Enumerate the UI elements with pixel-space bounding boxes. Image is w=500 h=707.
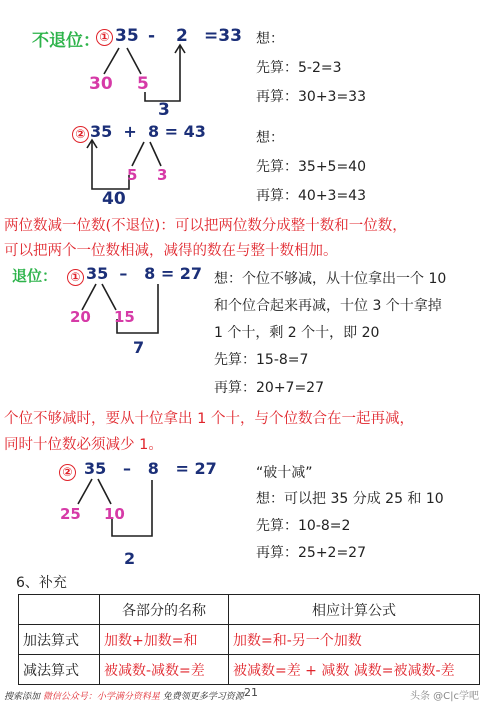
watermark: 头条 @C|c学吧 xyxy=(410,691,480,702)
footer-text-b: 微信公众号：小学满分资料星 xyxy=(42,692,160,702)
ex3-think-4: 再算：20+7=27 xyxy=(214,380,324,396)
supplement-table xyxy=(18,594,480,685)
ex1-tag: 不退位： xyxy=(32,31,100,51)
ex3-sum: 7 xyxy=(133,338,145,357)
ex4-think-2: 先算：10-8=2 xyxy=(256,518,351,534)
table-cell: 加法算式 xyxy=(19,625,100,655)
ex3-split-15: 15 xyxy=(114,308,135,326)
table-header-cell xyxy=(19,595,100,625)
rule2-line-0: 个位不够减时，要从十位拿出 1 个十，与个位数合在一起再减， xyxy=(4,411,414,427)
ex2-split-3: 3 xyxy=(157,166,168,184)
ex4-split-left xyxy=(78,479,92,504)
ex2-split-left xyxy=(132,142,144,166)
ex3-think-3: 先算：15-8=7 xyxy=(214,352,309,368)
ex2-think-1: 先算：35+5=40 xyxy=(256,159,366,175)
table-cell: 被减数-减数=差 xyxy=(100,655,229,685)
ex3-split-right xyxy=(102,284,116,310)
supplement-heading: 6、补充 xyxy=(16,575,67,591)
ex2-equation: 35 + 8 = 43 xyxy=(90,122,206,141)
table-header-cell: 各部分的名称 xyxy=(100,595,229,625)
footer-text-a: 搜索添加 xyxy=(4,692,41,702)
ex3-think-1: 和个位合起来再减，十位 3 个十拿掉 xyxy=(214,298,442,314)
ex2-bracket xyxy=(92,140,129,189)
page-number: 21 xyxy=(244,686,258,699)
ex3-equation: 35 – 8 = 27 xyxy=(86,264,203,283)
ex1-split-right xyxy=(127,48,141,74)
table-header-row xyxy=(19,595,480,625)
table-cell: 减法算式 xyxy=(19,655,100,685)
ex1-think-0: 想： xyxy=(256,31,284,47)
ex1-sum: 3 xyxy=(158,100,170,120)
ex4-number: ② xyxy=(59,461,76,481)
table-cell: 加数+加数=和 xyxy=(100,625,229,655)
ex2-number: ② xyxy=(72,123,89,143)
rule1-line-1: 可以把两个一位数相减，减得的数在与整十数相加。 xyxy=(4,243,338,259)
ex1-split-5: 5 xyxy=(137,74,149,94)
ex1-term-35: 35 xyxy=(115,26,139,46)
ex4-think-1: 想：可以把 35 分成 25 和 10 xyxy=(256,491,444,507)
ex4-sum: 2 xyxy=(124,549,136,568)
footer-text-c: 免费领更多学习资源 xyxy=(162,692,244,702)
footer-promo xyxy=(4,689,244,702)
ex3-split-left xyxy=(82,284,96,310)
ex4-split-25: 25 xyxy=(60,505,81,523)
ex2-split-right xyxy=(150,142,161,166)
ex2-split-5: 5 xyxy=(127,166,138,184)
ex3-tag: 退位： xyxy=(12,267,58,285)
ex4-think-3: 再算：25+2=27 xyxy=(256,545,366,561)
rule1-line-0: 两位数减一位数(不退位)：可以把两位数分成整十数和一位数， xyxy=(4,218,407,234)
ex1-split-left xyxy=(104,48,119,74)
ex4-split-10: 10 xyxy=(104,505,125,523)
table-row xyxy=(19,625,480,655)
ex1-number: ① xyxy=(96,26,113,46)
ex1-term-2: 2 xyxy=(176,26,188,46)
ex1-split-30: 30 xyxy=(89,74,113,94)
ex4-split-right xyxy=(98,479,111,504)
ex1-think-2: 再算：30+3=33 xyxy=(256,89,366,105)
table-row xyxy=(19,655,480,685)
ex2-think-0: 想： xyxy=(256,130,284,146)
ex2-sum: 40 xyxy=(102,189,126,209)
ex3-split-20: 20 xyxy=(70,308,91,326)
ex1-bracket xyxy=(145,46,180,101)
ex2-think-2: 再算：40+3=43 xyxy=(256,188,366,204)
ex3-number: ① xyxy=(67,266,84,286)
ex1-result: =33 xyxy=(204,26,242,46)
ex4-equation: 35 – 8 = 27 xyxy=(84,459,217,478)
ex4-think-0: “破十减” xyxy=(256,465,313,481)
ex3-think-0: 想：个位不够减，从十位拿出一个 10 xyxy=(214,271,447,287)
table-cell: 加数=和-另一个加数 xyxy=(229,625,480,655)
table-header-cell: 相应计算公式 xyxy=(229,595,480,625)
table-cell: 被减数=差 + 减数 减数=被减数-差 xyxy=(229,655,480,685)
ex3-think-2: 1 个十，剩 2 个十，即 20 xyxy=(214,325,380,341)
rule2-line-1: 同时十位数必须减少 1。 xyxy=(4,437,163,453)
ex1-minus: - xyxy=(148,26,156,46)
ex1-think-1: 先算：5-2=3 xyxy=(256,60,342,76)
